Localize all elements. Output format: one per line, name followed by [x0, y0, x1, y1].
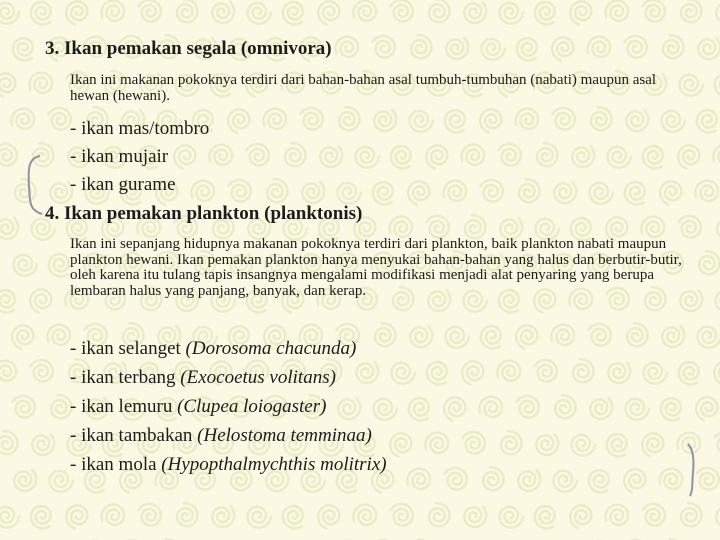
list-item	[70, 363, 387, 392]
fish-name: - ikan lemuru	[70, 396, 178, 417]
fish-name: - ikan selanget	[70, 338, 186, 359]
right-bracket-decoration	[680, 440, 710, 500]
section-4-description: Ikan ini sepanjang hidupnya makanan pokoknya terdiri dari plankton, baik plankton nabati maupun plankton hewani. Ikan pemakan plankton hanya menyukai bahan-bahan yang halus dan berbutir-butir, oleh karena itu tulang tapis insangnya mengalami modifikasi menjadi alat penyaring yang berupa lembaran halus yang panjang, banyak, dan kerap.	[70, 236, 682, 299]
scientific-name: (Helostoma temminaa)	[197, 425, 372, 446]
list-item	[70, 392, 387, 421]
list-item	[70, 421, 387, 450]
section-3-list	[70, 115, 209, 199]
list-item: - ikan gurame	[70, 174, 176, 195]
scientific-name: (Exocoetus volitans)	[180, 367, 336, 388]
section-4-list	[70, 334, 387, 479]
scientific-name: (Dorosoma chacunda)	[185, 338, 357, 359]
fish-name: - ikan mola	[70, 454, 162, 475]
section-4-heading: 4. Ikan pemakan plankton (planktonis)	[45, 203, 363, 224]
fish-name: - ikan terbang	[70, 367, 181, 388]
section-3-description: Ikan ini makanan pokoknya terdiri dari bahan-bahan asal tumbuh-tumbuhan (nabati) maupun asal hewan (hewani).	[70, 72, 657, 104]
list-item: - ikan mujair	[70, 146, 169, 167]
fish-name: - ikan tambakan	[70, 425, 198, 446]
list-item: - ikan mas/tombro	[70, 118, 210, 139]
list-item	[70, 450, 387, 479]
list-item	[70, 334, 387, 363]
section-3-heading: 3. Ikan pemakan segala (omnivora)	[45, 38, 332, 59]
scientific-name: (Hypopthalmychthis molitrix)	[161, 454, 387, 475]
scientific-name: (Clupea loiogaster)	[177, 396, 327, 417]
